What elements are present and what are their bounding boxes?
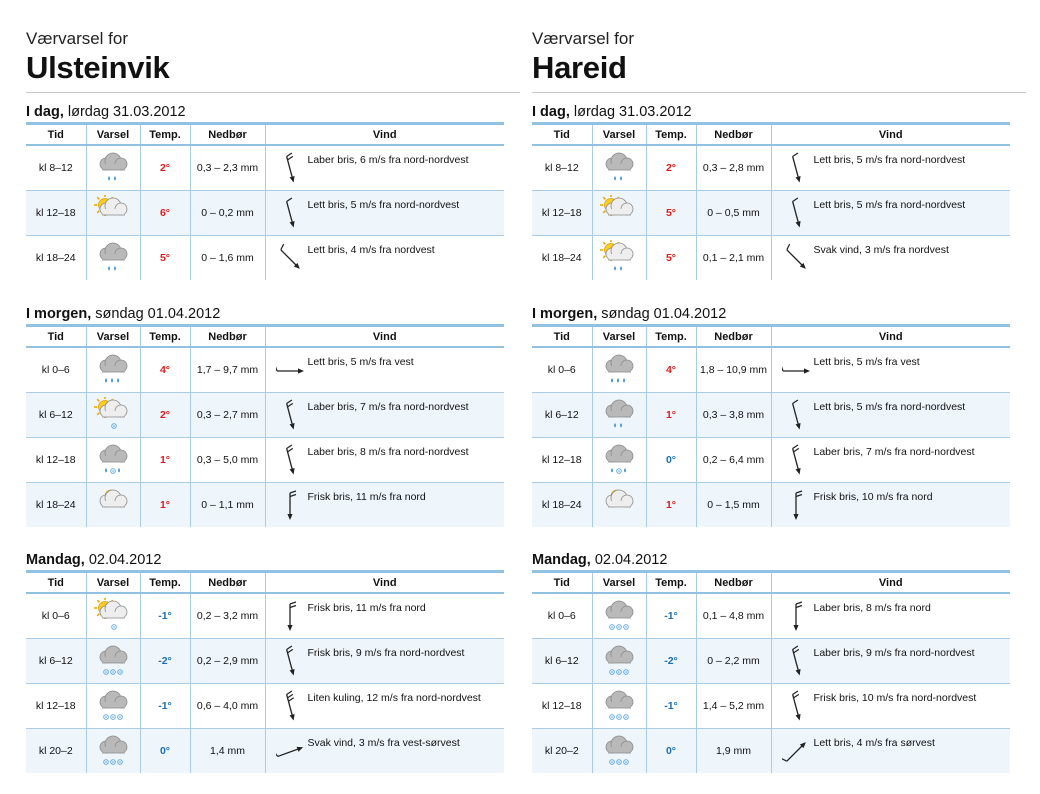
- wind-text: Frisk bris, 9 m/s fra nord-nordvest: [307, 647, 465, 659]
- header-nedbor: Nedbør: [696, 124, 771, 146]
- wind-cell: [771, 639, 1010, 684]
- wind-cell: [771, 191, 1010, 236]
- forecast-row: [532, 639, 1010, 684]
- wind-cell: [265, 483, 504, 528]
- day-forecast: [26, 305, 504, 527]
- header-nedbor: Nedbør: [190, 124, 265, 146]
- wind-arrow-icon: [782, 489, 810, 523]
- time-cell: kl 6–12: [26, 393, 86, 438]
- temperature-cell: 5°: [646, 191, 696, 236]
- time-cell: kl 18–24: [26, 236, 86, 281]
- wind-arrow-icon: [276, 354, 304, 388]
- wind-text: Laber bris, 7 m/s fra nord-nordvest: [307, 401, 469, 413]
- temperature-cell: 1°: [140, 438, 190, 483]
- header-temp: Temp.: [140, 326, 190, 348]
- forecast-row: [26, 191, 504, 236]
- time-cell: kl 20–2: [26, 729, 86, 774]
- day-label: I dag,: [26, 104, 64, 120]
- precipitation-cell: 1,4 mm: [190, 729, 265, 774]
- day-forecast: [26, 103, 504, 280]
- forecast-row: [26, 145, 504, 191]
- time-cell: kl 0–6: [26, 347, 86, 393]
- wind-arrow-icon: [276, 489, 304, 523]
- time-cell: kl 12–18: [26, 438, 86, 483]
- weather-icon-cell: [592, 145, 646, 191]
- place-name: Ulsteinvik: [26, 50, 170, 85]
- day-date: søndag 01.04.2012: [91, 306, 221, 322]
- temperature-cell: 4°: [140, 347, 190, 393]
- forecast-row: [26, 593, 504, 639]
- wind-text: Lett bris, 4 m/s fra nordvest: [307, 244, 435, 256]
- header-tid: Tid: [532, 326, 592, 348]
- header-tid: Tid: [26, 326, 86, 348]
- wind-arrow-icon: [276, 600, 304, 634]
- weather-icon-cell: [86, 593, 140, 639]
- day-title: [26, 551, 504, 570]
- header-varsel: Varsel: [86, 124, 140, 146]
- forecast-row: [26, 347, 504, 393]
- weather-icon-cell: [86, 438, 140, 483]
- wind-text: Laber bris, 6 m/s fra nord-nordvest: [307, 154, 469, 166]
- weather-icon-cell: [592, 236, 646, 281]
- wind-arrow-icon: [782, 645, 810, 679]
- wind-text: Laber bris, 9 m/s fra nord-nordvest: [813, 647, 975, 659]
- day-title: [532, 551, 1010, 570]
- day-forecast: [532, 305, 1010, 527]
- weather-icon-cell: [86, 393, 140, 438]
- cloud-heavy-rain-icon: [600, 352, 638, 388]
- wind-text: Svak vind, 3 m/s fra nordvest: [813, 244, 949, 256]
- wind-cell: [771, 729, 1010, 774]
- precipitation-cell: 0,3 – 5,0 mm: [190, 438, 265, 483]
- precipitation-cell: 1,4 – 5,2 mm: [696, 684, 771, 729]
- header-nedbor: Nedbør: [696, 572, 771, 594]
- cloud-rain-icon: [94, 150, 132, 186]
- header-tid: Tid: [26, 124, 86, 146]
- wind-text: Frisk bris, 10 m/s fra nord: [813, 491, 933, 503]
- precipitation-cell: 0,1 – 2,1 mm: [696, 236, 771, 281]
- wind-cell: [771, 145, 1010, 191]
- wind-arrow-icon: [276, 197, 304, 231]
- weather-icon-cell: [86, 483, 140, 528]
- forecast-row: [532, 236, 1010, 281]
- wind-text: Frisk bris, 11 m/s fra nord: [307, 491, 426, 503]
- header-varsel: Varsel: [592, 572, 646, 594]
- wind-text: Lett bris, 5 m/s fra nord-nordvest: [813, 154, 966, 166]
- weather-icon-cell: [86, 191, 140, 236]
- wind-arrow-icon: [782, 444, 810, 478]
- wind-cell: [771, 393, 1010, 438]
- weather-icon-cell: [592, 593, 646, 639]
- wind-text: Laber bris, 8 m/s fra nord-nordvest: [307, 446, 469, 458]
- wind-cell: [265, 145, 504, 191]
- time-cell: kl 0–6: [532, 347, 592, 393]
- wind-cell: [265, 393, 504, 438]
- temperature-cell: 5°: [140, 236, 190, 281]
- wind-cell: [771, 483, 1010, 528]
- day-date: søndag 01.04.2012: [597, 306, 727, 322]
- wind-text: Lett bris, 5 m/s fra nord-nordvest: [307, 199, 460, 211]
- forecast-column-hareid: [532, 0, 1028, 757]
- cloud-snow-icon: [600, 733, 638, 769]
- weather-icon-cell: [86, 347, 140, 393]
- wind-arrow-icon: [276, 242, 304, 276]
- forecast-row: [26, 438, 504, 483]
- day-date: lørdag 31.03.2012: [63, 104, 186, 120]
- wind-arrow-icon: [782, 690, 810, 724]
- precipitation-cell: 0,3 – 3,8 mm: [696, 393, 771, 438]
- weather-icon-cell: [592, 729, 646, 774]
- cloud-sleet-icon: [94, 442, 132, 478]
- day-date: 02.04.2012: [590, 552, 668, 568]
- precipitation-cell: 1,7 – 9,7 mm: [190, 347, 265, 393]
- weather-icon-cell: [86, 729, 140, 774]
- wind-arrow-icon: [276, 735, 304, 769]
- wind-cell: [771, 684, 1010, 729]
- weather-icon-cell: [592, 393, 646, 438]
- precipitation-cell: 0,3 – 2,3 mm: [190, 145, 265, 191]
- temperature-cell: 4°: [646, 347, 696, 393]
- day-date: 02.04.2012: [84, 552, 162, 568]
- sun-cloud-icon: [94, 195, 132, 231]
- cloud-rain-icon: [600, 150, 638, 186]
- wind-text: Laber bris, 7 m/s fra nord-nordvest: [813, 446, 975, 458]
- precipitation-cell: 0,2 – 2,9 mm: [190, 639, 265, 684]
- precipitation-cell: 1,9 mm: [696, 729, 771, 774]
- wind-text: Lett bris, 5 m/s fra vest: [813, 356, 920, 368]
- wind-text: Lett bris, 4 m/s fra sørvest: [813, 737, 935, 749]
- forecast-table: [26, 324, 504, 527]
- sun-cloud-icon: [600, 195, 638, 231]
- time-cell: kl 12–18: [532, 438, 592, 483]
- forecast-row: [532, 438, 1010, 483]
- day-forecast: [26, 551, 504, 773]
- day-forecast: [532, 103, 1010, 280]
- day-label: I morgen,: [532, 306, 598, 322]
- wind-cell: [771, 236, 1010, 281]
- cloud-snow-icon: [94, 733, 132, 769]
- temperature-cell: 2°: [140, 393, 190, 438]
- temperature-cell: -1°: [646, 593, 696, 639]
- header-vind: Vind: [265, 124, 504, 146]
- wind-cell: [265, 438, 504, 483]
- sun-cloud-snow-icon: [94, 598, 132, 634]
- time-cell: kl 0–6: [26, 593, 86, 639]
- weather-icon-cell: [86, 145, 140, 191]
- weather-icon-cell: [592, 347, 646, 393]
- forecast-row: [532, 684, 1010, 729]
- temperature-cell: -2°: [140, 639, 190, 684]
- wind-cell: [771, 347, 1010, 393]
- wind-cell: [265, 593, 504, 639]
- day-title: [26, 103, 504, 122]
- forecast-row: [532, 729, 1010, 774]
- wind-arrow-icon: [276, 399, 304, 433]
- header-varsel: Varsel: [592, 326, 646, 348]
- forecast-table: [26, 122, 504, 280]
- time-cell: kl 0–6: [532, 593, 592, 639]
- weather-icon-cell: [592, 438, 646, 483]
- header-nedbor: Nedbør: [696, 326, 771, 348]
- precipitation-cell: 0 – 1,6 mm: [190, 236, 265, 281]
- header-varsel: Varsel: [86, 326, 140, 348]
- cloud-snow-icon: [600, 598, 638, 634]
- wind-text: Lett bris, 5 m/s fra nord-nordvest: [813, 401, 966, 413]
- time-cell: kl 8–12: [532, 145, 592, 191]
- forecast-row: [26, 393, 504, 438]
- wind-arrow-icon: [782, 600, 810, 634]
- wind-arrow-icon: [782, 735, 810, 769]
- forecast-row: [26, 236, 504, 281]
- cloud-snow-icon: [600, 643, 638, 679]
- cloud-snow-icon: [94, 643, 132, 679]
- moon-cloud-icon: [94, 487, 132, 523]
- forecast-row: [532, 145, 1010, 191]
- weather-icon-cell: [592, 483, 646, 528]
- header-temp: Temp.: [646, 572, 696, 594]
- precipitation-cell: 1,8 – 10,9 mm: [696, 347, 771, 393]
- wind-text: Lett bris, 5 m/s fra vest: [307, 356, 414, 368]
- header-temp: Temp.: [646, 326, 696, 348]
- wind-text: Svak vind, 3 m/s fra vest-sørvest: [307, 737, 460, 749]
- temperature-cell: 6°: [140, 191, 190, 236]
- precipitation-cell: 0 – 1,1 mm: [190, 483, 265, 528]
- temperature-cell: 0°: [646, 438, 696, 483]
- time-cell: kl 6–12: [532, 393, 592, 438]
- precipitation-cell: 0,6 – 4,0 mm: [190, 684, 265, 729]
- temperature-cell: 0°: [140, 729, 190, 774]
- temperature-cell: -1°: [140, 684, 190, 729]
- forecast-prefix: Værvarsel for: [532, 29, 635, 48]
- wind-text: Frisk bris, 10 m/s fra nord-nordvest: [813, 692, 977, 704]
- time-cell: kl 18–24: [532, 236, 592, 281]
- forecast-row: [532, 483, 1010, 528]
- time-cell: kl 20–2: [532, 729, 592, 774]
- time-cell: kl 18–24: [26, 483, 86, 528]
- weather-icon-cell: [86, 236, 140, 281]
- temperature-cell: 0°: [646, 729, 696, 774]
- temperature-cell: 1°: [646, 393, 696, 438]
- time-cell: kl 6–12: [532, 639, 592, 684]
- precipitation-cell: 0,3 – 2,7 mm: [190, 393, 265, 438]
- temperature-cell: 1°: [646, 483, 696, 528]
- header-temp: Temp.: [646, 124, 696, 146]
- wind-arrow-icon: [782, 197, 810, 231]
- wind-arrow-icon: [782, 399, 810, 433]
- wind-cell: [265, 639, 504, 684]
- wind-arrow-icon: [276, 645, 304, 679]
- header-vind: Vind: [771, 572, 1010, 594]
- wind-cell: [265, 347, 504, 393]
- time-cell: kl 12–18: [532, 684, 592, 729]
- forecast-row: [532, 593, 1010, 639]
- place-name: Hareid: [532, 50, 627, 85]
- wind-cell: [771, 438, 1010, 483]
- forecast-row: [26, 684, 504, 729]
- time-cell: kl 12–18: [26, 684, 86, 729]
- forecast-row: [532, 191, 1010, 236]
- forecast-row: [26, 639, 504, 684]
- precipitation-cell: 0 – 0,2 mm: [190, 191, 265, 236]
- forecast-table: [26, 570, 504, 773]
- header-nedbor: Nedbør: [190, 326, 265, 348]
- cloud-sleet-icon: [600, 442, 638, 478]
- wind-text: Liten kuling, 12 m/s fra nord-nordvest: [307, 692, 481, 704]
- forecast-table: [532, 122, 1010, 280]
- wind-arrow-icon: [276, 690, 304, 724]
- weather-icon-cell: [592, 191, 646, 236]
- day-title: [532, 103, 1010, 122]
- time-cell: kl 12–18: [532, 191, 592, 236]
- header-temp: Temp.: [140, 572, 190, 594]
- cloud-heavy-rain-icon: [94, 352, 132, 388]
- time-cell: kl 18–24: [532, 483, 592, 528]
- day-title: [26, 305, 504, 324]
- header-vind: Vind: [265, 572, 504, 594]
- header-tid: Tid: [26, 572, 86, 594]
- wind-cell: [265, 684, 504, 729]
- forecast-column-ulsteinvik: [26, 0, 522, 757]
- precipitation-cell: 0,2 – 6,4 mm: [696, 438, 771, 483]
- header-tid: Tid: [532, 124, 592, 146]
- header-varsel: Varsel: [592, 124, 646, 146]
- day-label: Mandag,: [26, 552, 85, 568]
- forecast-prefix: Værvarsel for: [26, 29, 129, 48]
- wind-cell: [265, 236, 504, 281]
- day-forecast: [532, 551, 1010, 773]
- precipitation-cell: 0 – 1,5 mm: [696, 483, 771, 528]
- precipitation-cell: 0 – 0,5 mm: [696, 191, 771, 236]
- wind-arrow-icon: [276, 444, 304, 478]
- header-vind: Vind: [771, 124, 1010, 146]
- temperature-cell: 1°: [140, 483, 190, 528]
- wind-arrow-icon: [782, 354, 810, 388]
- wind-arrow-icon: [276, 152, 304, 186]
- forecast-row: [26, 483, 504, 528]
- wind-cell: [265, 729, 504, 774]
- forecast-row: [532, 347, 1010, 393]
- cloud-snow-icon: [94, 688, 132, 724]
- time-cell: kl 12–18: [26, 191, 86, 236]
- wind-text: Laber bris, 8 m/s fra nord: [813, 602, 931, 614]
- header-tid: Tid: [532, 572, 592, 594]
- day-label: Mandag,: [532, 552, 591, 568]
- temperature-cell: -1°: [140, 593, 190, 639]
- precipitation-cell: 0,3 – 2,8 mm: [696, 145, 771, 191]
- temperature-cell: 5°: [646, 236, 696, 281]
- precipitation-cell: 0,2 – 3,2 mm: [190, 593, 265, 639]
- weather-icon-cell: [86, 684, 140, 729]
- header-vind: Vind: [771, 326, 1010, 348]
- precipitation-cell: 0,1 – 4,8 mm: [696, 593, 771, 639]
- cloud-snow-icon: [600, 688, 638, 724]
- day-label: I dag,: [532, 104, 570, 120]
- wind-cell: [771, 593, 1010, 639]
- forecast-row: [532, 393, 1010, 438]
- weather-icon-cell: [592, 684, 646, 729]
- wind-arrow-icon: [782, 152, 810, 186]
- header-temp: Temp.: [140, 124, 190, 146]
- time-cell: kl 6–12: [26, 639, 86, 684]
- sun-cloud-snow-icon: [94, 397, 132, 433]
- day-title: [532, 305, 1010, 324]
- forecast-table: [532, 570, 1010, 773]
- header-nedbor: Nedbør: [190, 572, 265, 594]
- day-date: lørdag 31.03.2012: [569, 104, 692, 120]
- header-varsel: Varsel: [86, 572, 140, 594]
- forecast-table: [532, 324, 1010, 527]
- wind-text: Frisk bris, 11 m/s fra nord: [307, 602, 426, 614]
- weather-icon-cell: [86, 639, 140, 684]
- moon-cloud-icon: [600, 487, 638, 523]
- temperature-cell: -1°: [646, 684, 696, 729]
- cloud-rain-icon: [600, 397, 638, 433]
- precipitation-cell: 0 – 2,2 mm: [696, 639, 771, 684]
- day-label: I morgen,: [26, 306, 92, 322]
- sun-cloud-rain-icon: [600, 240, 638, 276]
- wind-arrow-icon: [782, 242, 810, 276]
- forecast-row: [26, 729, 504, 774]
- header-vind: Vind: [265, 326, 504, 348]
- wind-cell: [265, 191, 504, 236]
- temperature-cell: 2°: [140, 145, 190, 191]
- wind-text: Lett bris, 5 m/s fra nord-nordvest: [813, 199, 966, 211]
- temperature-cell: -2°: [646, 639, 696, 684]
- time-cell: kl 8–12: [26, 145, 86, 191]
- cloud-rain-icon: [94, 240, 132, 276]
- weather-icon-cell: [592, 639, 646, 684]
- temperature-cell: 2°: [646, 145, 696, 191]
